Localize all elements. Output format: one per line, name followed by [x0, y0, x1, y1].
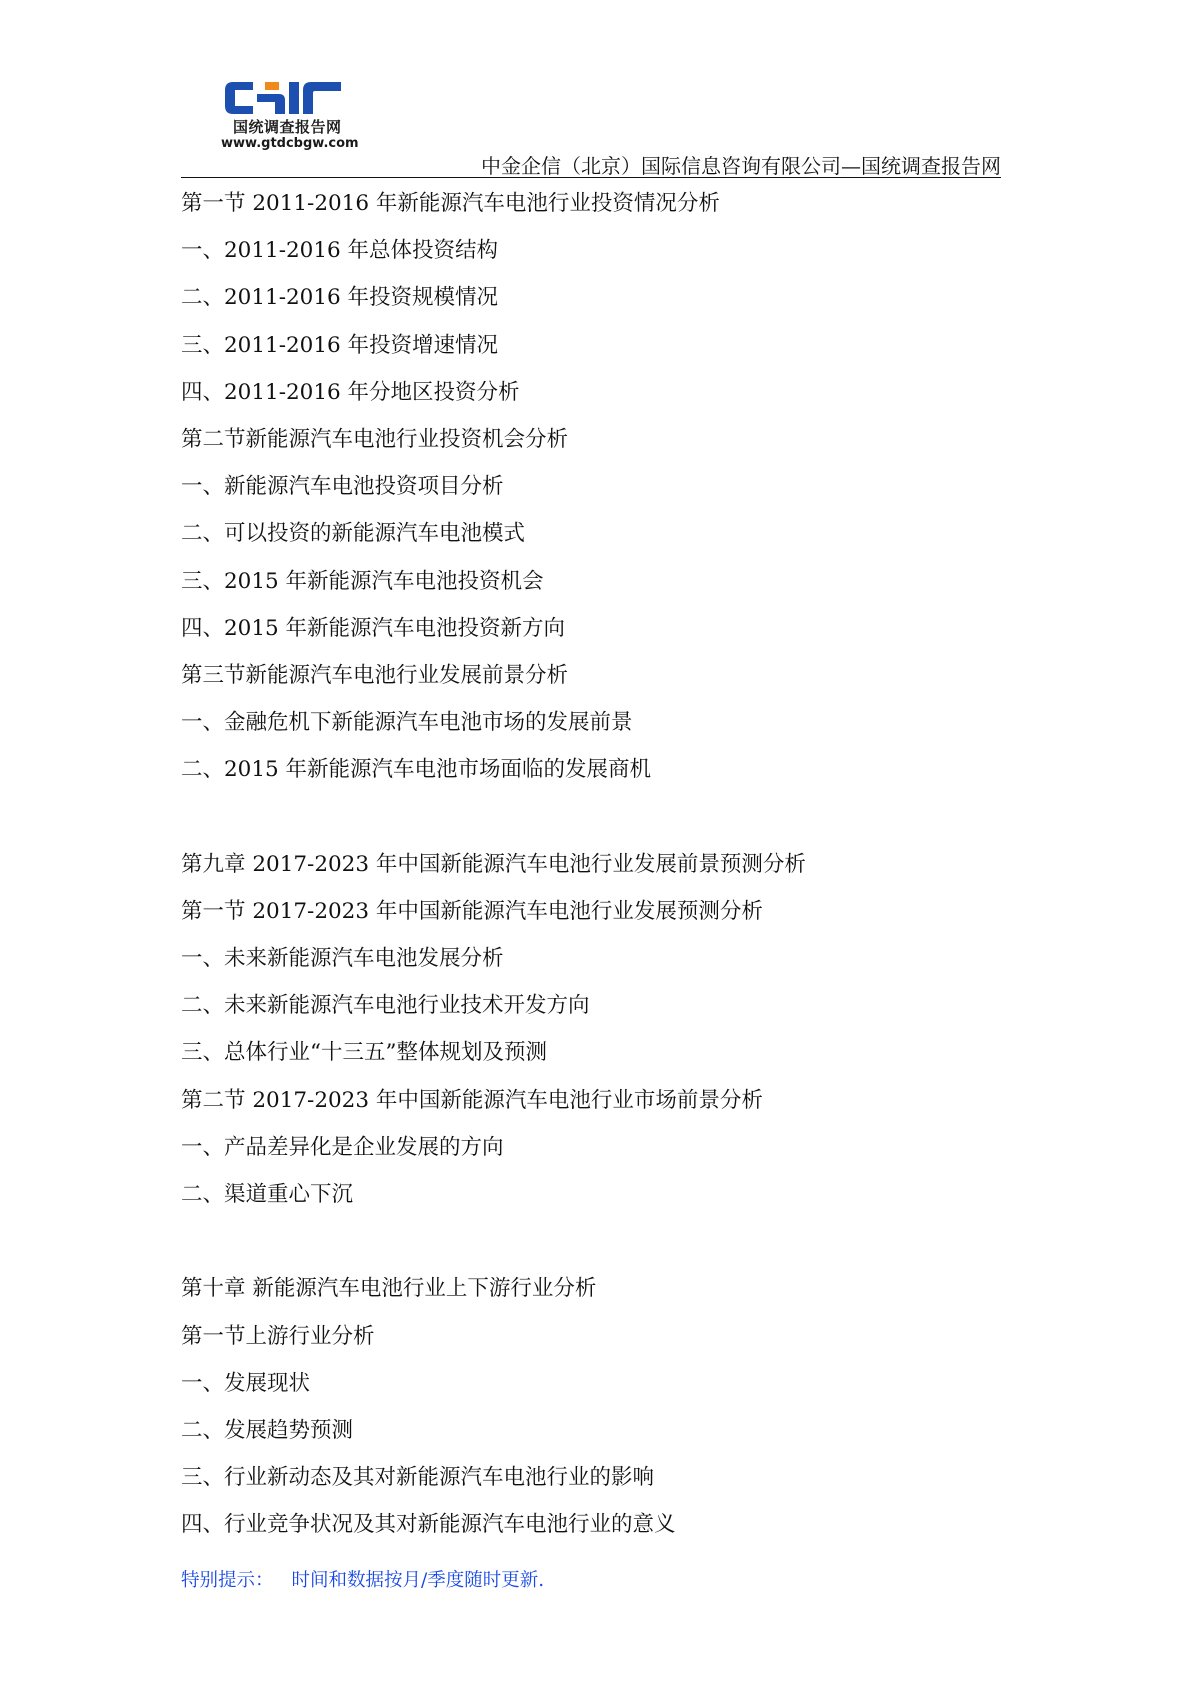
toc-item: 第一节上游行业分析 [181, 1323, 375, 1349]
toc-item: 二、2015 年新能源汽车电池市场面临的发展商机 [181, 757, 652, 783]
toc-item: 四、2015 年新能源汽车电池投资新方向 [181, 615, 566, 641]
toc-item: 一、发展现状 [181, 1370, 311, 1396]
toc-item: 三、2015 年新能源汽车电池投资机会 [181, 568, 544, 594]
toc-item: 四、2011-2016 年分地区投资分析 [181, 379, 520, 405]
toc-item: 一、新能源汽车电池投资项目分析 [181, 474, 504, 500]
toc-item: 二、发展趋势预测 [181, 1417, 354, 1443]
notice-text: 时间和数据按月/季度随时更新. [291, 1570, 545, 1591]
site-logo[interactable] [221, 80, 391, 160]
header-divider [181, 177, 1001, 178]
company-name: 中金企信（北京）国际信息咨询有限公司—国统调查报告网 [481, 154, 1001, 178]
special-notice [181, 1566, 544, 1592]
logo-chinese-name: 国统调查报告网 [233, 118, 342, 136]
toc-item: 第二节新能源汽车电池行业投资机会分析 [181, 426, 569, 452]
gir-logo-mark-icon [223, 80, 353, 116]
toc-item: 第二节 2017-2023 年中国新能源汽车电池行业市场前景分析 [181, 1087, 763, 1113]
toc-item: 一、2011-2016 年总体投资结构 [181, 238, 499, 264]
toc-item: 四、行业竞争状况及其对新能源汽车电池行业的意义 [181, 1512, 676, 1538]
toc-item: 第一节 2011-2016 年新能源汽车电池行业投资情况分析 [181, 191, 720, 216]
toc-item: 一、产品差异化是企业发展的方向 [181, 1134, 504, 1160]
toc-item: 第三节新能源汽车电池行业发展前景分析 [181, 662, 569, 688]
notice-label: 特别提示： [181, 1570, 274, 1591]
toc-item: 三、总体行业“十三五”整体规划及预测 [181, 1040, 547, 1066]
toc-item: 第十章 新能源汽车电池行业上下游行业分析 [181, 1276, 597, 1302]
toc-item: 二、未来新能源汽车电池行业技术开发方向 [181, 993, 590, 1019]
toc-item: 二、可以投资的新能源汽车电池模式 [181, 521, 526, 547]
page-header [181, 80, 1001, 178]
toc-item: 二、2011-2016 年投资规模情况 [181, 285, 499, 311]
toc-item: 一、未来新能源汽车电池发展分析 [181, 946, 504, 971]
toc-item: 三、2011-2016 年投资增速情况 [181, 332, 499, 358]
toc-item: 第九章 2017-2023 年中国新能源汽车电池行业发展前景预测分析 [181, 851, 806, 877]
toc-item: 二、渠道重心下沉 [181, 1181, 354, 1207]
table-of-contents [181, 180, 1061, 1548]
toc-item: 一、金融危机下新能源汽车电池市场的发展前景 [181, 710, 633, 736]
toc-item: 三、行业新动态及其对新能源汽车电池行业的影响 [181, 1465, 655, 1491]
logo-url[interactable]: www.gtdcbgw.com [221, 136, 359, 151]
toc-item: 第一节 2017-2023 年中国新能源汽车电池行业发展预测分析 [181, 898, 763, 924]
